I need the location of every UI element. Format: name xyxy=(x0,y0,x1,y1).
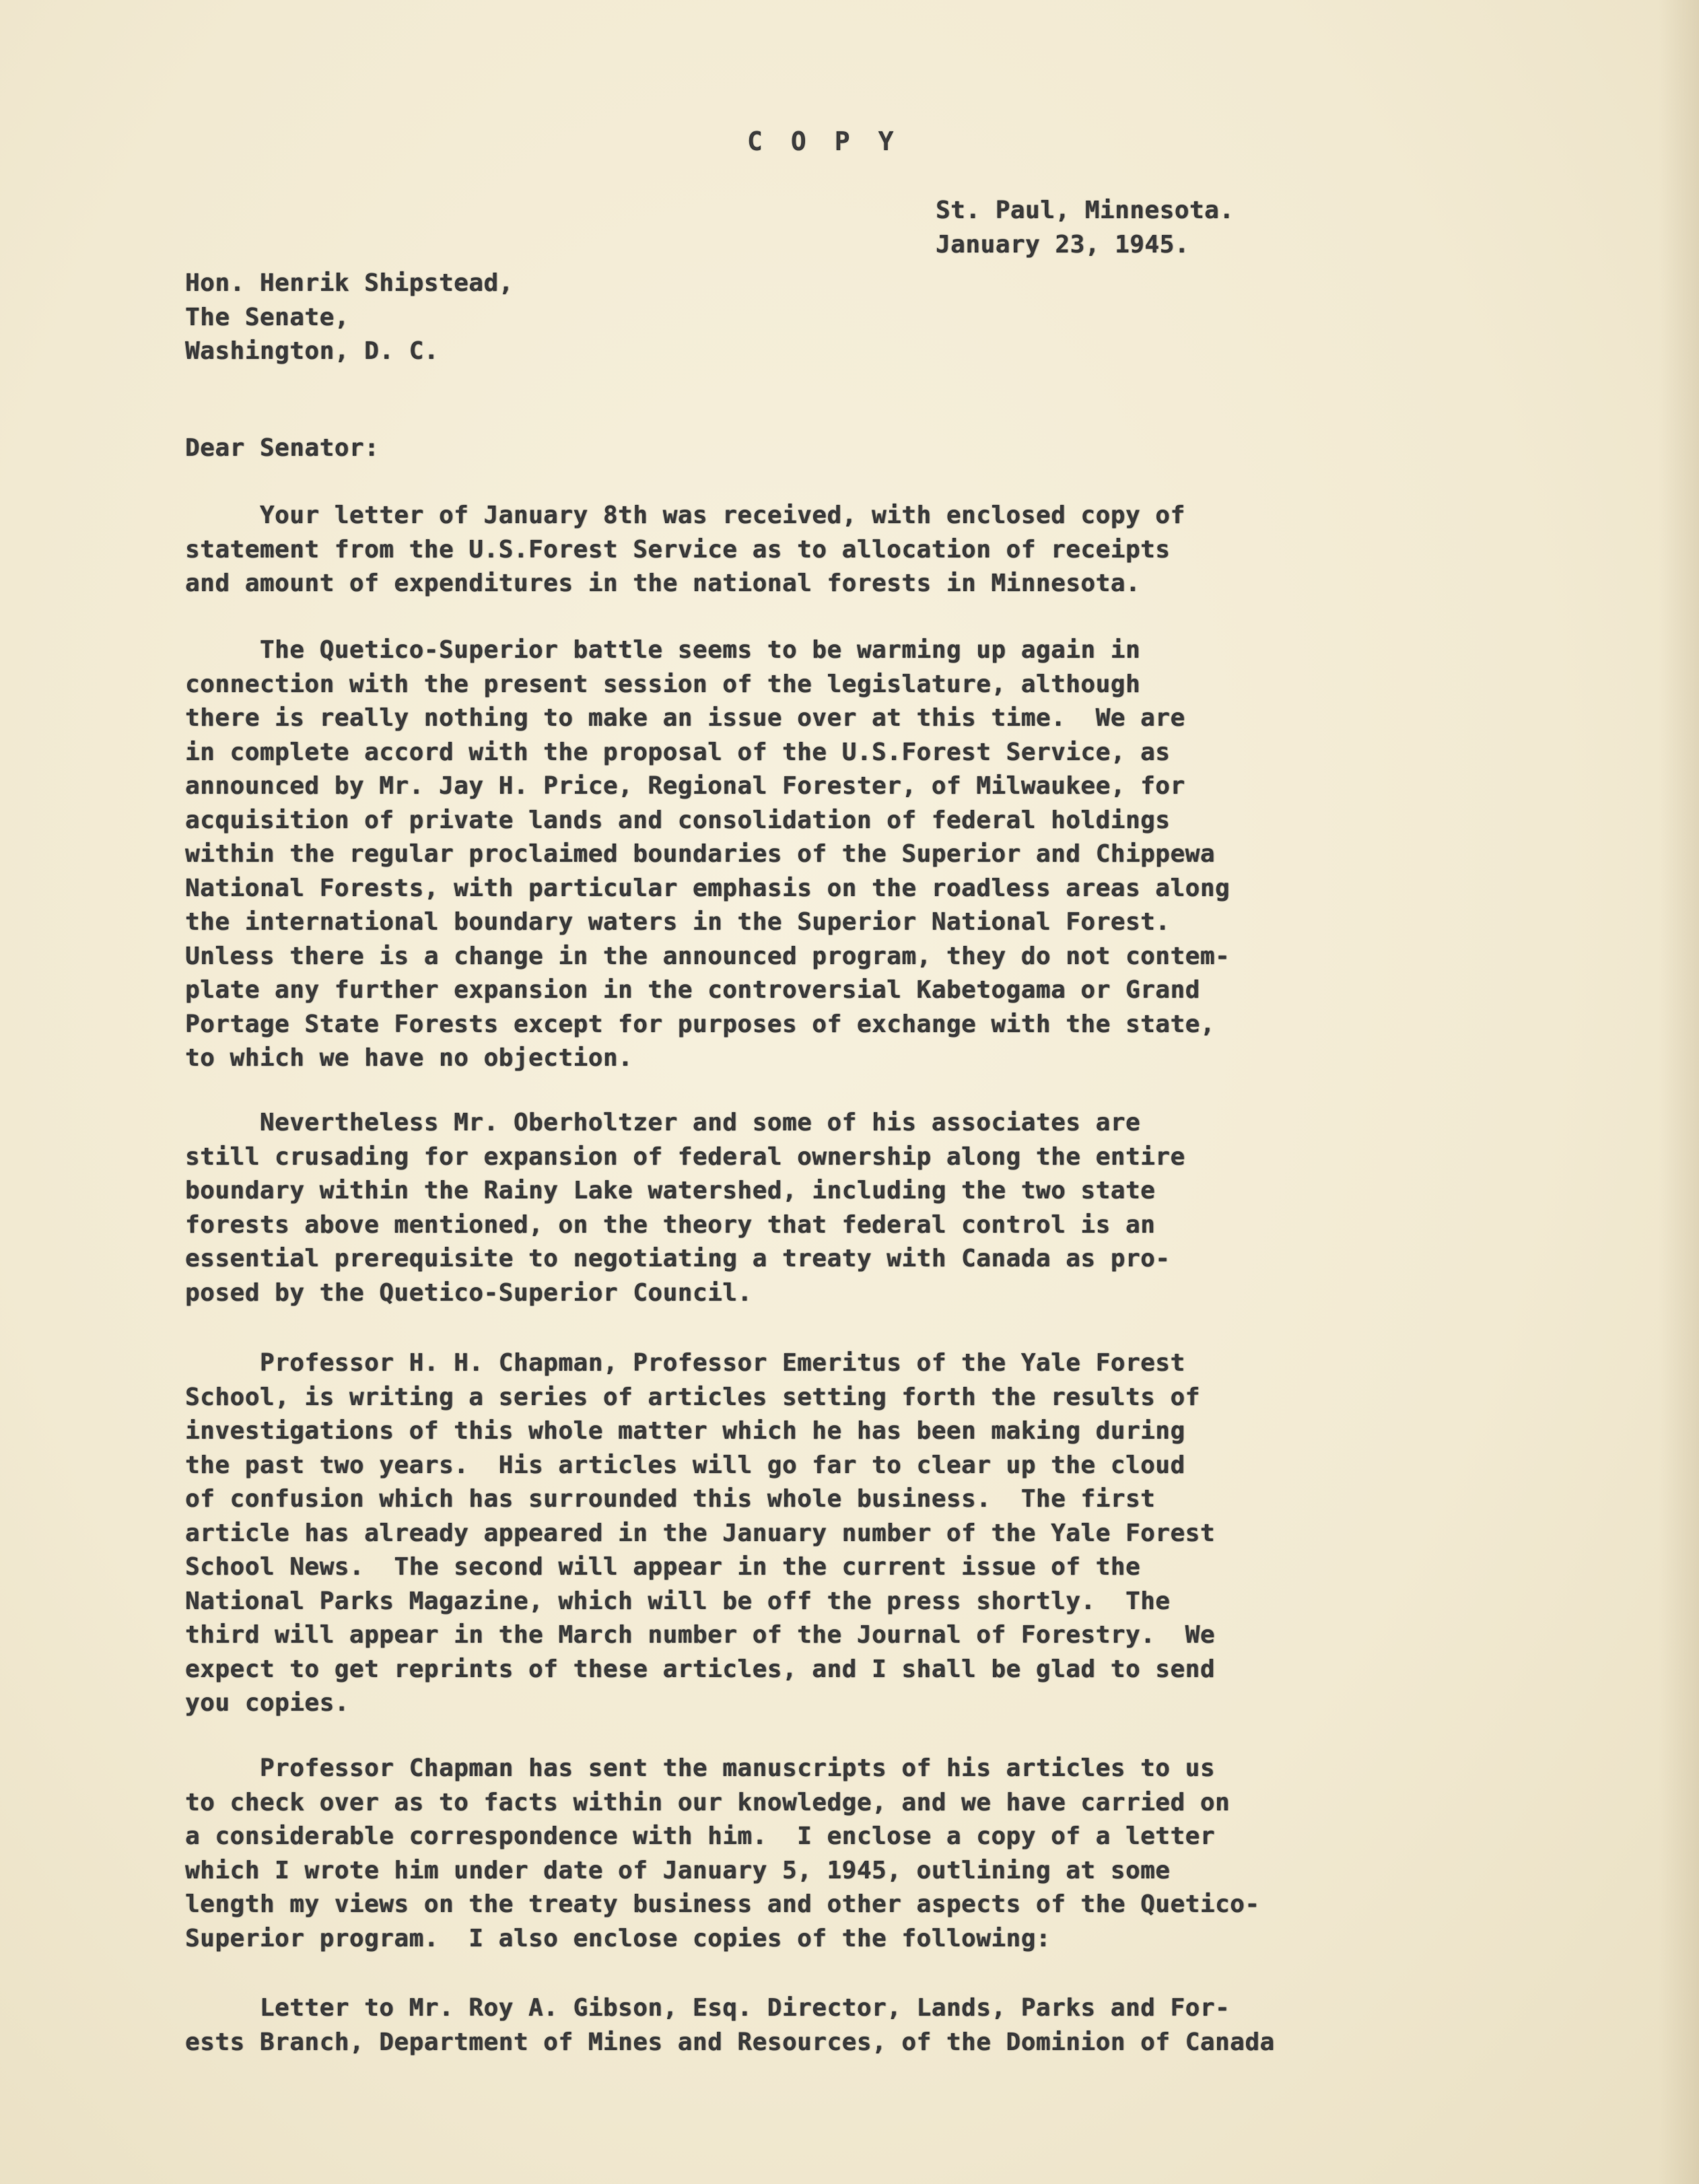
paragraph-chapman-manuscripts: Professor Chapman has sent the manuscripts of his articles to us to check over as to facts within our knowledge, and we have carried on a considerable correspondence with him. I enclose a copy of a letter which I wrote him under date of January 5, 1945, outlining at some length my views on the treaty business and other aspects of the Quetico- Superior program. I also enclose copies of the following: xyxy=(185,1754,1260,1952)
salutation: Dear Senator: xyxy=(185,434,380,462)
copy-heading: COPY xyxy=(747,127,922,156)
recipient-address: Hon. Henrik Shipstead, The Senate, Washington, D. C. xyxy=(185,269,514,365)
paragraph-oberholtzer-crusade: Nevertheless Mr. Oberholtzer and some of his associates are still crusading for expansion of federal ownership along the entire boundary within the Rainy Lake watershed, including the two state forests above mentioned, on the theory that federal control is an essential prerequisite to negotiating a treaty with Canada as pro- posed by the Quetico-Superior Council. xyxy=(185,1109,1185,1307)
paragraph-gibson-letter: Letter to Mr. Roy A. Gibson, Esq. Director, Lands, Parks and For- ests Branch, Department of Mines and Resources, of the Dominion of Canada xyxy=(185,1994,1275,2056)
paragraph-chapman-articles: Professor H. H. Chapman, Professor Emeritus of the Yale Forest School, is writing a series of articles setting forth the results of investigations of this whole matter which he has been making during the past two years. His articles will go far to clear up the cloud of confusion which has surrounded this whole business. The first article has already appeared in the January number of the Yale Forest School News. The second will appear in the current issue of the National Parks Magazine, which will be off the press shortly. The third will appear in the March number of the Journal of Forestry. We expect to get reprints of these articles, and I shall be glad to send you copies. xyxy=(185,1349,1215,1717)
paragraph-quetico-superior-battle: The Quetico-Superior battle seems to be warming up again in connection with the present session of the legislature, although there is really nothing to make an issue over at this time. We are in complete accord with the proposal of the U.S.Forest Service, as announced by Mr. Jay H. Price, Regional Forester, of Milwaukee, for acquisition of private lands and consolidation of federal holdings within the regular proclaimed boundaries of the Superior and Chippewa National Forests, with particular emphasis on the roadless areas along the international boundary waters in the Superior National Forest. Unless there is a change in the announced program, they do not contem- plate any further expansion in the controversial Kabetogama or Grand Portage State Forests except for purposes of exchange with the state, to which we have no objection. xyxy=(185,636,1230,1072)
place-and-date: St. Paul, Minnesota. January 23, 1945. xyxy=(936,197,1235,259)
paragraph-letter-received: Your letter of January 8th was received, with enclosed copy of statement from the U.S.Forest Service as to allocation of receipts and amount of expenditures in the national forests in Minnesota. xyxy=(185,502,1185,597)
